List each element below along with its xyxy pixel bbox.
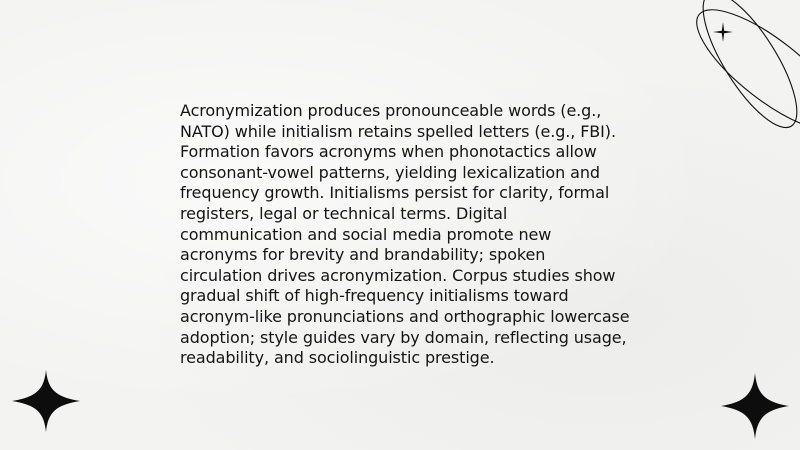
body-paragraph: Acronymization produces pronounceable words (e.g., NATO) while initialism retains spelled letters (e.g., FBI). Formation favors acronyms when phonotactics allow consonant-vowel patterns, yielding lexicalization and frequency growth. Initialisms persist for clarity, formal registers, legal or technical terms. Digital communication and social media promote new acronyms for brevity and brandability; spoken circulation drives acronymization. Corpus studies show gradual shift of high-frequency initialisms toward acronym-like pronunciations and orthographic lowercase adoption; style guides vary by domain, reflecting usage, readability, and sociolinguistic prestige.	[180, 101, 630, 368]
four-point-star-icon-left	[12, 370, 80, 432]
sparkle-icon	[713, 22, 733, 42]
orbit-lines-icon	[660, 0, 800, 160]
four-point-star-icon-right	[721, 373, 789, 439]
